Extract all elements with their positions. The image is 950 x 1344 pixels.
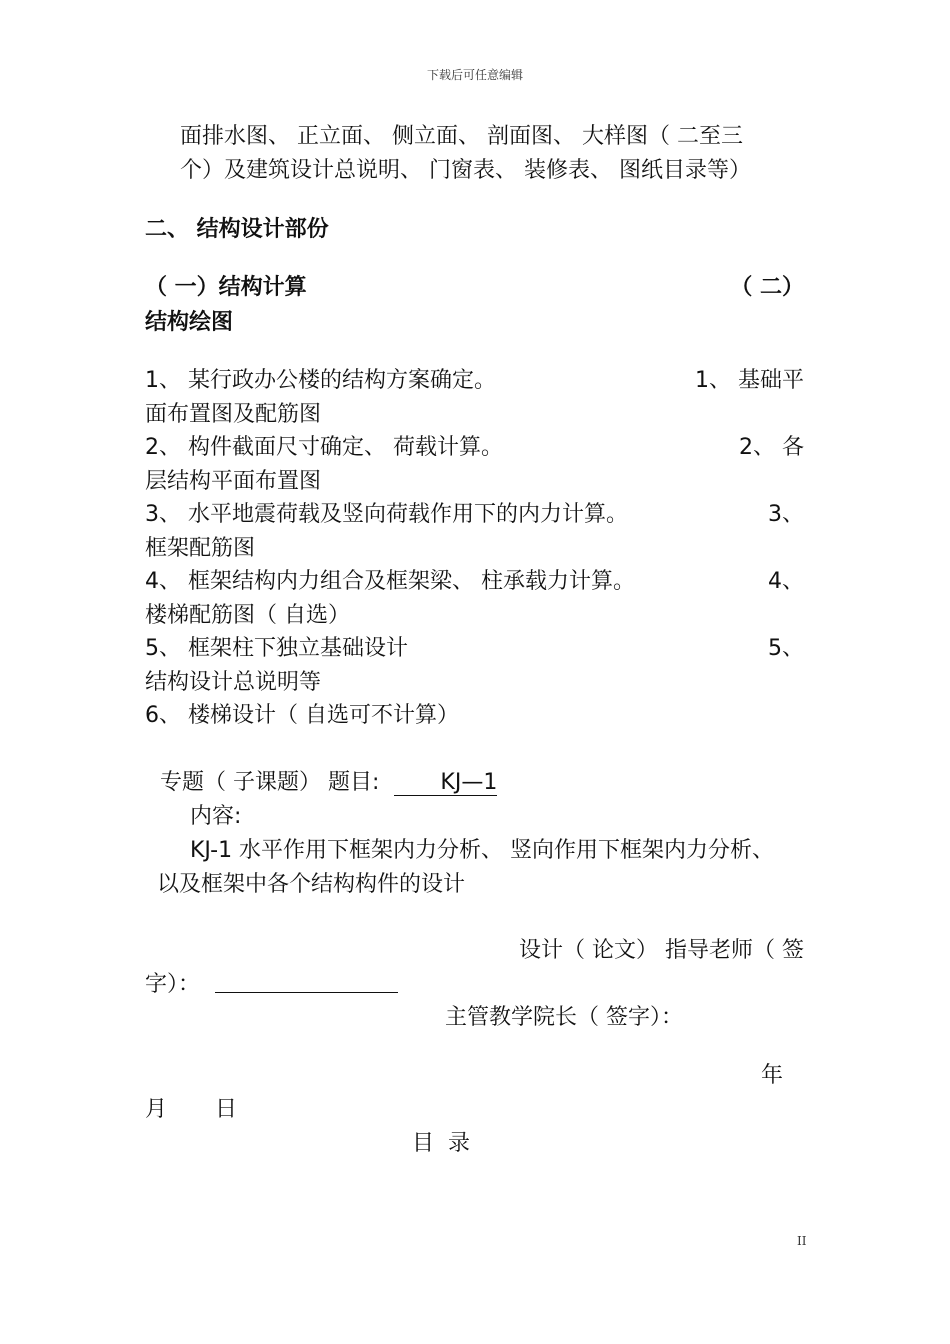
subsection-structural-calc: （ 一）结构计算 [145, 275, 307, 300]
date-month: 月 [145, 1097, 168, 1122]
advisor-signature-line-1: 设计（ 论文） 指导老师（ 签 [519, 938, 804, 963]
list-item-2-right: 2、 各 [739, 435, 804, 460]
topic-value: KJ—1 [394, 771, 497, 796]
dean-signature: 主管教学院长（ 签字）： [445, 1005, 683, 1030]
list-item-5-wrap: 结构设计总说明等 [145, 670, 322, 695]
date-year: 年 [761, 1063, 784, 1088]
list-item-4-left: 4、 框架结构内力组合及框架梁、 柱承载力计算。 [145, 569, 635, 594]
list-item-5-right: 5、 [768, 636, 804, 661]
date-day: 日 [215, 1097, 238, 1122]
section-2-title: 二、 结构设计部份 [145, 217, 329, 242]
subsection-structural-drawing-wrap: 结构绘图 [145, 310, 234, 335]
topic-content-label: 内容: [190, 804, 242, 829]
list-item-1-left: 1、 某行政办公楼的结构方案确定。 [145, 368, 496, 393]
topic-line [160, 769, 497, 797]
list-item-3-right: 3、 [768, 502, 804, 527]
topic-content-line-2: 以及框架中各个结构构件的设计 [157, 872, 466, 897]
list-item-2-left: 2、 构件截面尺寸确定、 荷载计算。 [145, 435, 503, 460]
advisor-signature-blank [215, 992, 398, 993]
toc-title: 目 录 [412, 1131, 470, 1156]
list-item-3-wrap: 框架配筋图 [145, 536, 256, 561]
subsection-structural-drawing-label: （ 二） [730, 275, 804, 300]
intro-line-1: 面排水图、 正立面、 侧立面、 剖面图、 大样图（ 二至三 [180, 124, 743, 149]
intro-line-2: 个）及建筑设计总说明、 门窗表、 装修表、 图纸目录等） [180, 158, 751, 183]
list-item-1-wrap: 面布置图及配筋图 [145, 402, 322, 427]
topic-content-line-1: KJ-1 水平作用下框架内力分析、 竖向作用下框架内力分析、 [190, 838, 775, 863]
list-item-2-wrap: 层结构平面布置图 [145, 469, 322, 494]
page-number: II [797, 1234, 807, 1248]
advisor-signature-line-2: 字）： [145, 972, 201, 997]
list-item-4-right: 4、 [768, 569, 804, 594]
list-item-1-right: 1、 基础平 [695, 368, 804, 393]
page-header: 下载后可任意编辑 [426, 68, 523, 82]
list-item-4-wrap: 楼梯配筋图（ 自选） [145, 603, 350, 628]
list-item-6-left: 6、 楼梯设计（ 自选可不计算） [145, 703, 459, 728]
list-item-3-left: 3、 水平地震荷载及竖向荷载作用下的内力计算。 [145, 502, 628, 527]
list-item-5-left: 5、 框架柱下独立基础设计 [145, 636, 408, 661]
topic-label: 专题（ 子课题） 题目: [160, 770, 380, 795]
